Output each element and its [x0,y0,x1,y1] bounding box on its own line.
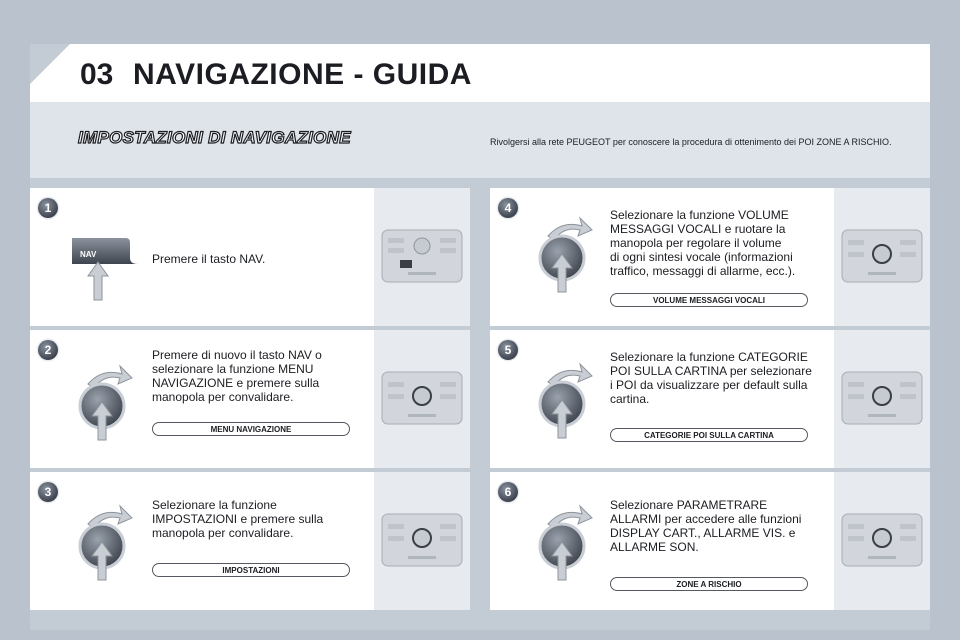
page-title: NAVIGAZIONE - GUIDA [133,58,472,91]
radio-photo [834,472,930,610]
step-number-badge: 5 [498,340,518,360]
nav-button-icon [68,232,142,302]
section-title: IMPOSTAZIONI DI NAVIGAZIONE [78,128,351,147]
radio-unit-icon [380,226,464,286]
step-4-text: Selezionare la funzione VOLUME MESSAGGI VOCALI e ruotare la manopola per regolare il volume di ogni sintesi vocale (informazioni traffico, messaggi di allarme, ecc.). [610,208,796,278]
menu-label-pill: ZONE A RISCHIO [610,577,808,591]
step-number-badge: 4 [498,198,518,218]
radio-unit-icon [840,226,924,286]
menu-label-pill: MENU NAVIGAZIONE [152,422,350,436]
radio-photo [374,188,470,326]
intro-note: Rivolgersi alla rete PEUGEOT per conoscere la procedura di ottenimento dei POI ZONE A RISCHIO. [490,137,892,147]
rotate-knob-icon [534,502,604,582]
step-number-badge: 1 [38,198,58,218]
radio-photo [834,330,930,468]
radio-photo [834,188,930,326]
step-3-text: Selezionare la funzione IMPOSTAZIONI e premere sulla manopola per convalidare. [152,498,324,540]
rotate-knob-icon [534,214,604,294]
step-5-text: Selezionare la funzione CATEGORIE POI SULLA CARTINA per selezionare i POI da visualizzare per default sulla cartina. [610,350,812,406]
radio-photo [374,330,470,468]
step-6-text: Selezionare PARAMETRARE ALLARMI per accedere alle funzioni DISPLAY CART., ALLARME VIS. e ALLARME SON. [610,498,802,554]
step-2-text: Premere di nuovo il tasto NAV o selezionare la funzione MENU NAVIGAZIONE e premere sulla manopola per convalidare. [152,348,322,404]
radio-unit-icon [380,368,464,428]
rotate-knob-icon [74,362,144,442]
menu-label-pill: IMPOSTAZIONI [152,563,350,577]
radio-photo [374,472,470,610]
radio-unit-icon [840,510,924,570]
step-number-badge: 3 [38,482,58,502]
rotate-knob-icon [534,360,604,440]
menu-label-pill: CATEGORIE POI SULLA CARTINA [610,428,808,442]
step-number-badge: 6 [498,482,518,502]
radio-unit-icon [840,368,924,428]
radio-unit-icon [380,510,464,570]
nav-key-label: NAV [80,250,97,259]
menu-label-pill: VOLUME MESSAGGI VOCALI [610,293,808,307]
rotate-knob-icon [74,502,144,582]
chapter-number: 03 [80,58,114,91]
step-1-text: Premere il tasto NAV. [152,252,266,266]
step-number-badge: 2 [38,340,58,360]
